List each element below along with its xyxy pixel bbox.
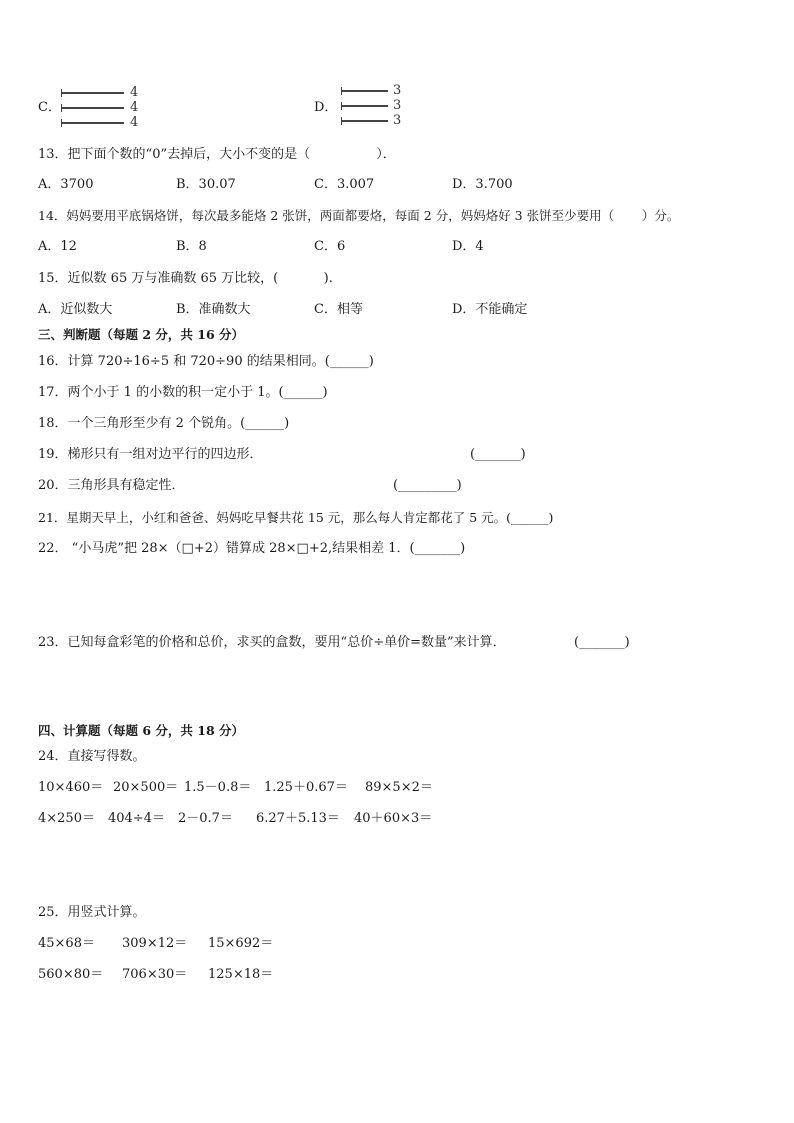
calc-item: 10×460＝ bbox=[38, 780, 104, 795]
calc-item: 20×500＝ bbox=[113, 780, 179, 795]
q15-option-d[interactable]: D．不能确定 bbox=[452, 302, 528, 317]
q25-row-1 bbox=[38, 936, 338, 952]
section-3-heading: 三、判断题（每题 2 分，共 16 分） bbox=[38, 327, 245, 342]
segment-length: 4 bbox=[130, 100, 139, 115]
segment-length: 4 bbox=[130, 115, 139, 130]
q12-option-c-label: C． bbox=[38, 100, 61, 115]
calc-item: 89×5×2＝ bbox=[365, 780, 433, 795]
calc-item: 6.27＋5.13＝ bbox=[256, 811, 340, 826]
segment-length: 3 bbox=[393, 83, 402, 98]
segment-length: 3 bbox=[393, 98, 402, 113]
q15-option-a[interactable]: A．近似数大 bbox=[38, 302, 113, 317]
calc-item: 309×12＝ bbox=[122, 936, 188, 951]
q17-text: 17．两个小于 1 的小数的积一定小于 1。(______) bbox=[38, 385, 328, 400]
calc-item: 1.5－0.8＝ bbox=[184, 780, 252, 795]
q23-answer-blank[interactable]: (_______) bbox=[574, 635, 630, 650]
q15-option-b[interactable]: B．准确数大 bbox=[176, 302, 251, 317]
q24-row-2 bbox=[38, 811, 458, 827]
q24-row-1 bbox=[38, 780, 458, 796]
q20-answer-blank[interactable]: (_________) bbox=[393, 478, 462, 493]
q16-text: 16．计算 720÷16÷5 和 720÷90 的结果相同。(______) bbox=[38, 354, 374, 369]
calc-item: 2－0.7＝ bbox=[178, 811, 233, 826]
q15-option-c[interactable]: C．相等 bbox=[314, 302, 363, 317]
q19-answer-blank[interactable]: (_______) bbox=[470, 447, 526, 462]
segment-length: 3 bbox=[393, 113, 402, 128]
q14-option-b[interactable]: B．8 bbox=[176, 239, 207, 254]
q24-text: 24．直接写得数。 bbox=[38, 749, 146, 764]
q20-text: 20．三角形具有稳定性． bbox=[38, 478, 185, 493]
calc-item: 706×30＝ bbox=[122, 967, 188, 982]
section-4-heading: 四、计算题（每题 6 分，共 18 分） bbox=[38, 723, 245, 738]
calc-item: 404÷4＝ bbox=[108, 811, 165, 826]
q18-text: 18．一个三角形至少有 2 个锐角。(______) bbox=[38, 416, 290, 431]
q23-text: 23．已知每盒彩笔的价格和总价，求买的盒数，要用“总价÷单价=数量”来计算． bbox=[38, 635, 506, 650]
calc-item: 560×80＝ bbox=[38, 967, 104, 982]
q13-text: 13．把下面个数的“0”去掉后，大小不变的是（ ）． bbox=[38, 147, 396, 162]
q13-option-d[interactable]: D．3.700 bbox=[452, 177, 513, 192]
segment-length: 4 bbox=[130, 85, 139, 100]
calc-item: 1.25＋0.67＝ bbox=[264, 780, 348, 795]
q13-option-b[interactable]: B．30.07 bbox=[176, 177, 236, 192]
q21-text: 21．星期天早上，小红和爸爸、妈妈吃早餐共花 15 元，那么每人肯定都花了 5 元。(______) bbox=[38, 510, 554, 525]
calc-item: 4×250＝ bbox=[38, 811, 95, 826]
calc-item: 45×68＝ bbox=[38, 936, 95, 951]
q25-text: 25．用竖式计算。 bbox=[38, 905, 146, 920]
q14-option-d[interactable]: D．4 bbox=[452, 239, 484, 254]
q19-text: 19．梯形只有一组对边平行的四边形． bbox=[38, 447, 263, 462]
q14-option-c[interactable]: C．6 bbox=[314, 239, 346, 254]
q14-option-a[interactable]: A．12 bbox=[38, 239, 77, 254]
calc-item: 125×18＝ bbox=[208, 967, 274, 982]
calc-item: 40＋60×3＝ bbox=[354, 811, 433, 826]
q13-option-c[interactable]: C．3.007 bbox=[314, 177, 375, 192]
q14-text: 14．妈妈要用平底锅烙饼，每次最多能烙 2 张饼，两面都要烙，每面 2 分，妈妈烙好 3 张饼至少要用（ ）分。 bbox=[38, 208, 680, 223]
q15-text: 15．近似数 65 万与准确数 65 万比较，( ). bbox=[38, 271, 333, 286]
q22-text: 22． “小马虎”把 28×（□+2）错算成 28×□+2,结果相差 1．(_______) bbox=[38, 541, 466, 556]
calc-item: 15×692＝ bbox=[208, 936, 274, 951]
q25-row-2 bbox=[38, 967, 338, 983]
q13-option-a[interactable]: A．3700 bbox=[38, 177, 94, 192]
q12-option-d-label: D． bbox=[314, 100, 338, 115]
